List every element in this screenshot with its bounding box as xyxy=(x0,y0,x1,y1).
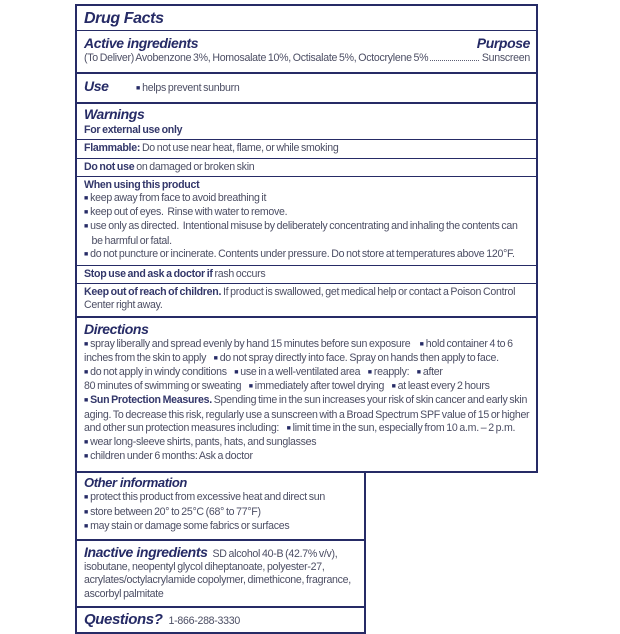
questions-phone-number: 1-866-288-3330 xyxy=(168,614,240,627)
use-section xyxy=(77,74,536,102)
square-bullet-icon: ■ xyxy=(84,522,89,530)
text-line: ■ children under 6 months: Ask a doctor xyxy=(84,450,253,463)
square-bullet-icon: ■ xyxy=(84,209,89,217)
drug-facts-label xyxy=(75,4,538,634)
keep-out-of-reach-warning xyxy=(77,284,536,315)
text-line: ■ keep out of eyes. Rinse with water to remove. xyxy=(84,206,288,219)
square-bullet-icon: ■ xyxy=(286,424,291,432)
text-line: 80 minutes of swimming or sweating ■ immediately after towel drying ■ at least every 2 hours xyxy=(84,380,490,393)
stop-use-warning xyxy=(77,266,536,283)
drug-facts-title: Drug Facts xyxy=(84,10,164,27)
text-line: isobutane, neopentyl glycol diheptanoate, polyester-27, xyxy=(84,561,325,574)
inactive-ingredients-first-line: SD alcohol 40-B (42.7% v/v), xyxy=(212,548,338,561)
text-line: ■ use only as directed. Intentional misuse by deliberately concentrating and inhaling the contents can xyxy=(84,220,518,233)
square-bullet-icon: ■ xyxy=(84,494,89,502)
use-text xyxy=(136,82,239,96)
text-line: Flammable: Do not use near heat, flame, or while smoking xyxy=(84,142,339,155)
drug-facts-main-panel xyxy=(75,4,538,473)
square-bullet-icon: ■ xyxy=(213,354,218,362)
warnings-subheading xyxy=(84,124,530,137)
text-line: Center right away. xyxy=(84,299,163,312)
square-bullet-icon: ■ xyxy=(84,453,89,461)
text-line: ■ do not apply in windy conditions ■ use in a well-ventilated area ■ reapply: ■ after xyxy=(84,366,443,379)
inactive-ingredients-heading: Inactive ingredients xyxy=(84,544,208,561)
text-line: ■ store between 20° to 25°C (68° to 77°F) xyxy=(84,505,261,518)
square-bullet-icon: ■ xyxy=(84,340,89,348)
square-bullet-icon: ■ xyxy=(84,195,89,203)
purpose-heading: Purpose xyxy=(476,35,530,51)
active-ingredients-header-row xyxy=(84,33,530,51)
active-ingredients-section xyxy=(77,31,536,72)
square-bullet-icon: ■ xyxy=(84,250,89,258)
square-bullet-icon: ■ xyxy=(84,369,89,377)
questions-heading: Questions? xyxy=(84,610,163,628)
active-ingredients-heading: Active ingredients xyxy=(84,35,199,51)
active-ingredients-row xyxy=(84,51,530,69)
text-line: ■ Sun Protection Measures. Spending time in the sun increases your risk of skin cancer and early skin xyxy=(84,394,528,407)
directions-text xyxy=(84,338,530,465)
other-information-heading: Other information xyxy=(84,475,187,491)
text-line: ■ may stain or damage some fabrics or surfaces xyxy=(84,519,290,532)
warnings-heading: Warnings xyxy=(84,106,145,123)
square-bullet-icon: ■ xyxy=(84,223,89,231)
text-line: ■ do not puncture or incinerate. Contents under pressure. Do not store at temperatures above 120°F. xyxy=(84,247,515,260)
text-line: Do not use on damaged or broken skin xyxy=(84,160,255,173)
drug-facts-title-section xyxy=(77,6,536,30)
text-line: When using this product xyxy=(84,178,200,191)
text-line: Stop use and ask a doctor if rash occurs xyxy=(84,268,266,281)
purpose-value: Sunscreen xyxy=(481,52,530,64)
square-bullet-icon: ■ xyxy=(84,397,89,405)
text-line: ■ keep away from face to avoid breathing it xyxy=(84,192,267,205)
square-bullet-icon: ■ xyxy=(391,383,396,391)
square-bullet-icon: ■ xyxy=(367,369,372,377)
other-information-section xyxy=(77,473,364,539)
text-line: ■ protect this product from excessive heat and direct sun xyxy=(84,491,326,504)
other-information-panel xyxy=(75,471,366,541)
flammable-warning xyxy=(77,140,536,157)
directions-section xyxy=(77,318,536,472)
dotted-leader xyxy=(430,60,479,61)
text-line: ■ helps prevent sunburn xyxy=(136,82,240,94)
when-using-warning xyxy=(77,177,536,265)
square-bullet-icon: ■ xyxy=(234,369,239,377)
text-line: ■ spray liberally and spread evenly by hand 15 minutes before sun exposure ■ hold container 4 to 6 xyxy=(84,337,513,350)
use-heading: Use xyxy=(84,78,109,94)
square-bullet-icon: ■ xyxy=(248,383,253,391)
active-ingredients-list: (To Deliver) Avobenzone 3%, Homosalate 10%, Octisalate 5%, Octocrylene 5% xyxy=(84,52,429,64)
square-bullet-icon: ■ xyxy=(419,340,424,348)
inactive-ingredients-header-row xyxy=(77,541,364,561)
text-line: inches from the skin to apply ■ do not spray directly into face. Spray on hands then apply to face. xyxy=(84,351,499,364)
text-line: and other sun protection measures including: ■ limit time in the sun, especially from 10 a.m. – 2 p.m. xyxy=(84,421,516,434)
directions-heading: Directions xyxy=(84,320,149,337)
text-line: acrylates/octylacrylamide copolymer, dimethicone, fragrance, xyxy=(84,574,351,587)
other-information-text xyxy=(84,491,358,534)
text-line: ■ wear long-sleeve shirts, pants, hats, and sunglasses xyxy=(84,436,317,449)
text-line: Keep out of reach of children. If product is swallowed, get medical help or contact a Poison Control xyxy=(84,286,516,299)
square-bullet-icon: ■ xyxy=(416,369,421,377)
inactive-ingredients-panel xyxy=(75,539,366,608)
square-bullet-icon: ■ xyxy=(84,508,89,516)
text-line: For external use only xyxy=(84,124,183,137)
do-not-use-warning xyxy=(77,159,536,176)
warnings-section xyxy=(77,104,536,139)
text-line: ascorbyl palmitate xyxy=(84,587,164,600)
text-line: aging. To decrease this risk, regularly use a sunscreen with a Broad Spectrum SPF value of 15 or higher xyxy=(84,408,530,421)
square-bullet-icon: ■ xyxy=(84,439,89,447)
inactive-ingredients-text xyxy=(77,561,364,606)
text-line: be harmful or fatal. xyxy=(84,234,172,247)
square-bullet-icon: ■ xyxy=(136,85,141,92)
